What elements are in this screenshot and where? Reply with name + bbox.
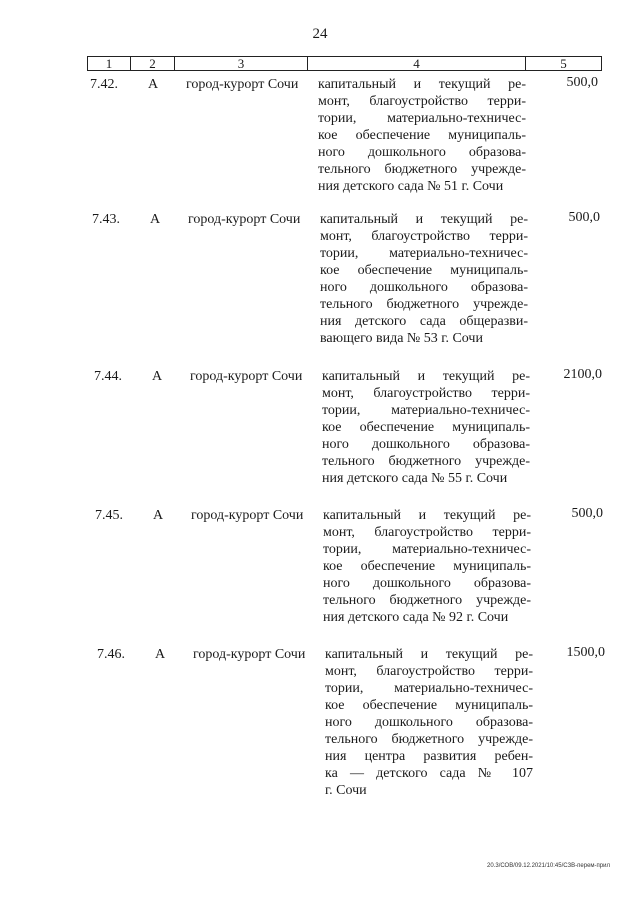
row-municipality: город-курорт Сочи (186, 77, 299, 92)
row-number: 7.42. (90, 77, 118, 92)
description-line: тельного бюджетного учрежде- (325, 732, 533, 747)
row-category: А (153, 508, 164, 523)
row-amount: 500,0 (571, 506, 603, 521)
description-line: капитальный и текущий ре- (322, 369, 530, 384)
description-line: вающего вида № 53 г. Сочи (320, 331, 483, 346)
table-header (87, 56, 602, 71)
description-line: ния детского сада № 51 г. Сочи (318, 179, 504, 194)
description-line: тории, материально-техничес- (323, 542, 531, 557)
description-line: капитальный и текущий ре- (318, 77, 526, 92)
description-line: монт, благоустройство терри- (325, 664, 533, 679)
description-line: кое обеспечение муниципаль- (322, 420, 530, 435)
row-number: 7.43. (92, 212, 120, 227)
description-line: монт, благоустройство терри- (318, 94, 526, 109)
description-line: ного дошкольного образова- (325, 715, 533, 730)
header-col-5: 5 (560, 56, 567, 71)
description-line: монт, благоустройство терри- (322, 386, 530, 401)
description-line: тельного бюджетного учрежде- (323, 593, 531, 608)
description-line: монт, благоустройство терри- (320, 229, 528, 244)
description-line: тельного бюджетного учрежде- (322, 454, 530, 469)
description-line: кое обеспечение муниципаль- (325, 698, 533, 713)
description-line: тории, материально-техничес- (320, 246, 528, 261)
row-description (322, 368, 530, 487)
document-footer-code: 20.3/СОВ/09.12.2021/10:45/СЗВ-перем-прил (487, 863, 610, 869)
header-col-3: 3 (175, 57, 308, 70)
page-number: 24 (312, 26, 328, 42)
row-description (318, 76, 526, 195)
description-line: тории, материально-техничес- (322, 403, 530, 418)
row-municipality: город-курорт Сочи (193, 647, 306, 662)
description-line: капитальный и текущий ре- (320, 212, 528, 227)
description-line: тельного бюджетного учрежде- (320, 297, 528, 312)
description-line: тельного бюджетного учрежде- (318, 162, 526, 177)
row-description (325, 646, 533, 799)
row-municipality: город-курорт Сочи (188, 212, 301, 227)
row-description (323, 507, 531, 626)
row-number: 7.45. (95, 508, 123, 523)
description-line: ка — детского сада № 107 (325, 766, 533, 781)
row-number: 7.46. (97, 647, 125, 662)
row-category: А (148, 77, 159, 92)
description-line: монт, благоустройство терри- (323, 525, 531, 540)
description-line: капитальный и текущий ре- (323, 508, 531, 523)
header-col-4: 4 (308, 57, 526, 70)
description-line: ного дошкольного образова- (322, 437, 530, 452)
row-municipality: город-курорт Сочи (190, 369, 303, 384)
description-line: тории, материально-техничес- (325, 681, 533, 696)
row-amount: 500,0 (568, 210, 600, 225)
description-line: ния центра развития ребен- (325, 749, 533, 764)
row-municipality: город-курорт Сочи (191, 508, 304, 523)
row-category: А (152, 369, 163, 384)
description-line: ного дошкольного образова- (320, 280, 528, 295)
row-amount: 2100,0 (563, 367, 602, 382)
description-line: ного дошкольного образова- (318, 145, 526, 160)
description-line: кое обеспечение муниципаль- (320, 263, 528, 278)
description-line: кое обеспечение муниципаль- (318, 128, 526, 143)
description-line: кое обеспечение муниципаль- (323, 559, 531, 574)
row-description (320, 211, 528, 347)
header-col-2: 2 (131, 57, 175, 70)
row-amount: 500,0 (566, 75, 598, 90)
row-category: А (150, 212, 161, 227)
description-line: тории, материально-техничес- (318, 111, 526, 126)
description-line: ния детского сада общеразви- (320, 314, 528, 329)
description-line: капитальный и текущий ре- (325, 647, 533, 662)
description-line: ния детского сада № 55 г. Сочи (322, 471, 508, 486)
row-amount: 1500,0 (566, 645, 605, 660)
row-number: 7.44. (94, 369, 122, 384)
description-line: ния детского сада № 92 г. Сочи (323, 610, 509, 625)
header-col-1: 1 (88, 57, 131, 70)
row-category: А (155, 647, 166, 662)
description-line: г. Сочи (325, 783, 367, 798)
description-line: ного дошкольного образова- (323, 576, 531, 591)
